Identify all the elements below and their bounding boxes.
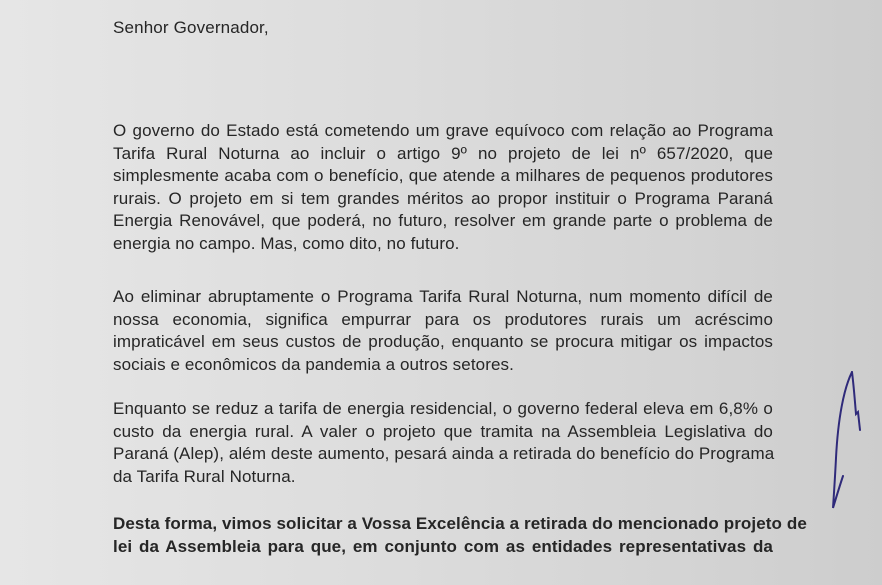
paragraph-line: impraticável em seus custos de produção, enquanto se procura mitigar os impactos	[113, 332, 773, 352]
paragraph-1	[113, 120, 773, 256]
paragraph-line: Energia Renovável, que poderá, no futuro, resolver em grande parte o problema de	[113, 211, 773, 231]
paragraph-line: da Tarifa Rural Noturna.	[113, 466, 296, 486]
paragraph-4-request	[113, 512, 807, 558]
paragraph-line: Paraná (Alep), além deste aumento, pesará ainda a retirada do benefício do Programa	[113, 444, 775, 464]
paragraph-line: lei da Assembleia para que, em conjunto com as entidades representativas da	[113, 537, 773, 556]
paragraph-line: energia no campo. Mas, como dito, no futuro.	[113, 233, 460, 253]
paragraph-line: Enquanto se reduz a tarifa de energia residencial, o governo federal eleva em 6,8% o	[113, 399, 773, 418]
paragraph-3	[113, 398, 773, 488]
handwritten-initial-icon	[830, 368, 870, 518]
paragraph-line: rurais. O projeto em si tem grandes méritos ao propor instituir o Programa Paraná	[113, 188, 773, 208]
salutation: Senhor Governador,	[113, 18, 269, 37]
paragraph-line: nossa economia, significa empurrar para os produtores rurais um acréscimo	[113, 309, 773, 329]
paragraph-line: Desta forma, vimos solicitar a Vossa Excelência a retirada do mencionado projeto de	[113, 514, 807, 533]
paragraph-line: O governo do Estado está cometendo um grave equívoco com relação ao Programa	[113, 121, 773, 140]
paragraph-line: sociais e econômicos da pandemia a outros setores.	[113, 354, 514, 374]
paragraph-line: Ao eliminar abruptamente o Programa Tarifa Rural Noturna, num momento difícil de	[113, 287, 773, 306]
paragraph-2	[113, 286, 773, 376]
paragraph-line: Tarifa Rural Noturna ao incluir o artigo 9º no projeto de lei nº 657/2020, que	[113, 143, 773, 163]
paragraph-line: simplesmente acaba com o benefício, que atende a milhares de pequenos produtores	[113, 166, 773, 186]
paragraph-line: custo da energia rural. A valer o projeto que tramita na Assembleia Legislativa do	[113, 421, 773, 441]
